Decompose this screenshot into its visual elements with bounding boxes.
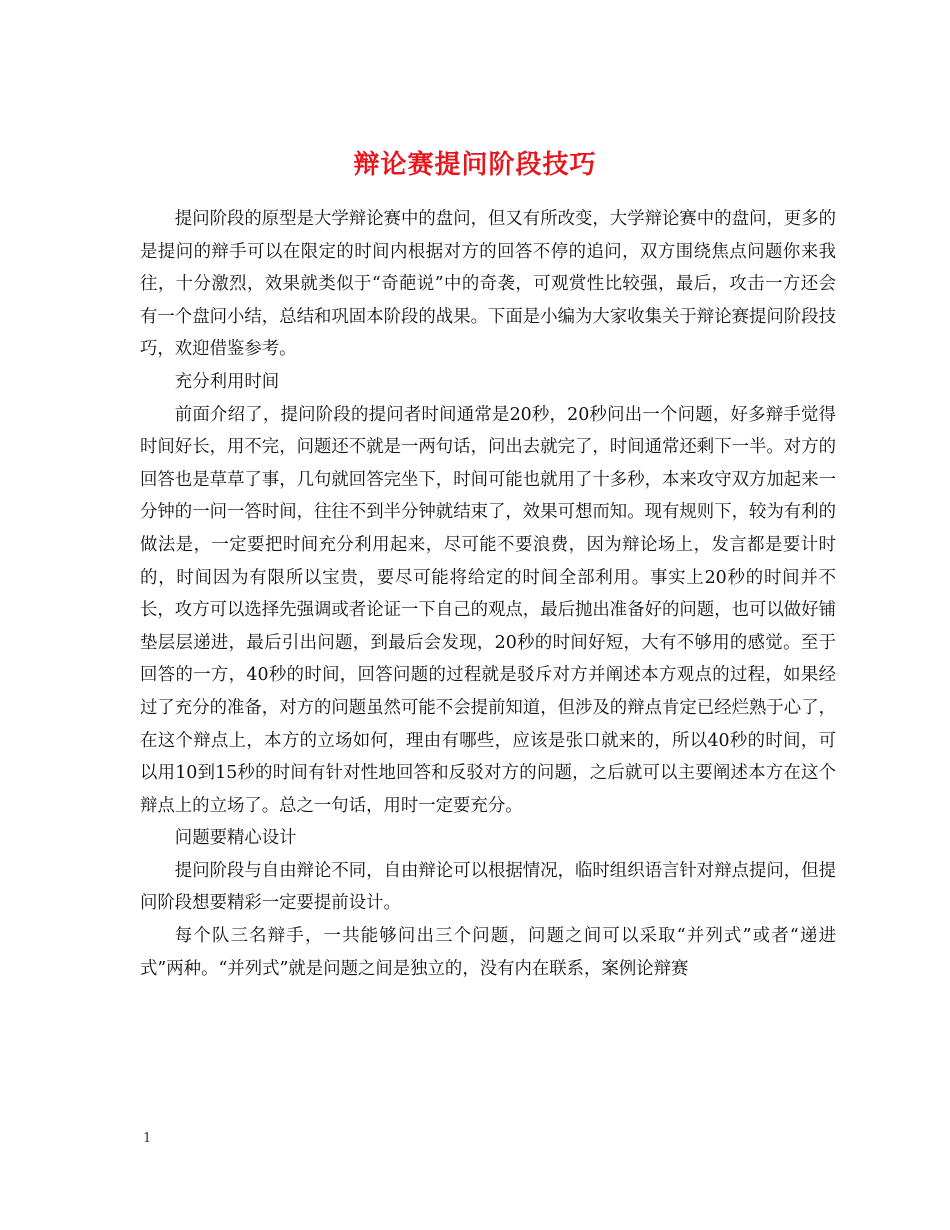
document-title: 辩论赛提问阶段技巧 [353,150,597,181]
document-body [140,203,836,985]
page-number: 1 [143,1131,152,1146]
section-heading-time: 充分利用时间 [174,371,280,392]
time-paragraph: 前面介绍了，提问阶段的提问者时间通常是20秒，20秒问出一个问题，好多辩手觉得时间好长，用不完，问题还不就是一两句话，问出去就完了，时间通常还剩下一半。对方的回答也是草草了事，几句就回答完坐下，时间可能也就用了十多秒，本来攻守双方加起来一分钟的一问一答时间，往往不到半分钟就结束了，效果可想而知。现有规则下，较为有利的做法是，一定要把时间充分利用起来，尽可能不要浪费，因为辩论场上，发言都是要计时的，时间因为有限所以宝贵，要尽可能将给定的时间全部利用。事实上20秒的时间并不长，攻方可以选择先强调或者论证一下自己的观点，最后抛出准备好的问题，也可以做好铺垫层层递进，最后引出问题，到最后会发现，20秒的时间好短，大有不够用的感觉。至于回答的一方，40秒的时间，回答问题的过程就是驳斥对方并阐述本方观点的过程，如果经过了充分的准备，对方的问题虽然可能不会提前知道，但涉及的辩点肯定已经烂熟于心了，在这个辩点上，本方的立场如何，理由有哪些，应该是张口就来的，所以40秒的时间，可以用10到15秒的时间有针对性地回答和反驳对方的问题，之后就可以主要阐述本方在这个辩点上的立场了。总之一句话，用时一定要充分。 [140,404,836,816]
section-heading-design: 问题要精心设计 [174,828,297,849]
design-paragraph-2: 每个队三名辩手，一共能够问出三个问题，问题之间可以采取“并列式”或者“递进式”两种。“并列式”就是问题之间是独立的，没有内在联系，案例论辩赛 [140,926,836,979]
intro-paragraph: 提问阶段的原型是大学辩论赛中的盘问，但又有所改变，大学辩论赛中的盘问，更多的是提问的辩手可以在限定的时间内根据对方的回答不停的追问，双方围绕焦点问题你来我往，十分激烈，效果就类似于“奇葩说”中的奇袭，可观赏性比较强，最后，攻击一方还会有一个盘问小结，总结和巩固本阶段的战果。下面是小编为大家收集关于辩论赛提问阶段技巧，欢迎借鉴参考。 [140,209,836,360]
design-paragraph-1: 提问阶段与自由辩论不同，自由辩论可以根据情况，临时组织语言针对辩点提问，但提问阶段想要精彩一定要提前设计。 [140,860,836,914]
